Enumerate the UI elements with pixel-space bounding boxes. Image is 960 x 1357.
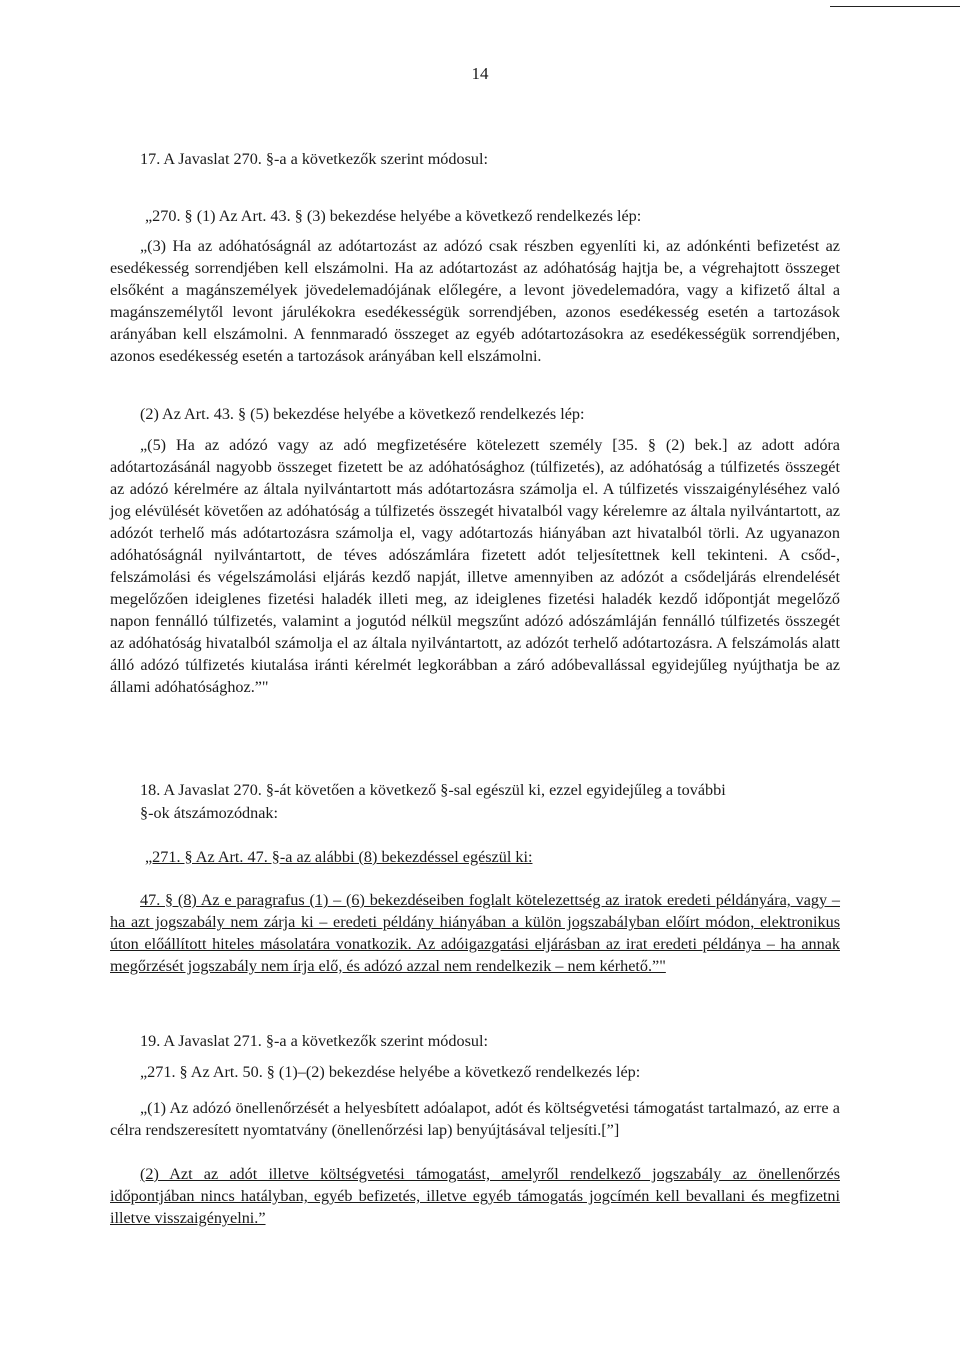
item-19-paragraph-1: „(1) Az adózó önellenőrzését a helyesbített adóalapot, adót és költségvetési támogatást tartalmazó, az erre a célra rendszeresített nyomtatvány (önellenőrzési lap) benyújtásával teljesíti.[”] <box>110 1099 840 1139</box>
item-18-line-1: „271. § Az Art. 47. §-a az alábbi (8) bekezdéssel egészül ki: <box>145 848 533 866</box>
item-17-paragraph-1: „(3) Ha az adóhatóságnál az adótartozást az adózó csak részben egyenlíti ki, az adónkénti befizetést az esedékesség sorrendjében kell elszámolni. Ha az adótartozást az adóhatóság hajtja be, a végrehajtott összeget elsőként a magánszemélyek jövedelemadójának előlegére, a levont jövedelemadóra, vagy a kifizető által a magánszemélytől levont járulékokra esedékességük sorrendjében, azonos esedékesség esetén a tartozások arányában kell elszámolni. A fennmaradó összeget az egyéb adótartozásokra az esedékességük sorrendjében, azonos esedékesség esetén a tartozások arányában kell elszámolni. <box>110 237 840 365</box>
top-rule <box>830 6 960 7</box>
item-18-heading-line-2: §-ok átszámozódnak: <box>140 804 278 822</box>
item-17-heading: 17. A Javaslat 270. §-a a következők szerint módosul: <box>140 150 488 168</box>
item-19-heading: 19. A Javaslat 271. §-a a következők szerint módosul: <box>140 1032 488 1050</box>
item-18-heading-line-1: 18. A Javaslat 270. §-át követően a következő §-sal egészül ki, ezzel egyidejűleg a további <box>140 781 726 799</box>
page-number: 14 <box>471 64 489 83</box>
item-18-paragraph-1: 47. § (8) Az e paragrafus (1) – (6) bekezdéseiben foglalt kötelezettség az iratok eredeti példányára, vagy – ha azt jogszabály nem zárja ki – eredeti példány hiányában a külön jogszabályban előírt módon, elektronikus úton előállított hiteles másolatára vonatkozik. Az adóigazgatási eljárásban az irat eredeti példánya – ha annak megőrzését jogszabály nem írja elő, és adózó azzal nem rendelkezik – nem kérhető.”" <box>110 891 840 975</box>
item-19-paragraph-2: (2) Azt az adót illetve költségvetési támogatást, amelyről rendelkező jogszabály az önellenőrzés időpontjában nincs hatályban, egyéb befizetés, illetve egyéb támogatás jogcímén kell bevallani és megfizetni illetve visszaigényelni.” <box>110 1165 840 1227</box>
item-17-paragraph-2: „(5) Ha az adózó vagy az adó megfizetésére kötelezett személy [35. § (2) bek.] az adott adóra adótartozásánál nagyobb összeget fizetett be az adóhatósághoz (túlfizetés), az adóhatóság a túlfizetés összegét az adózó kérelmére az általa nyilvántartott más adótartozásra számolja el. A túlfizetés visszaigényléséhez való jog elévülését követően az adóhatóság a túlfizetés összegét hivatalból vagy kérelemre az általa nyilvántartott, az adózót terhelő más adótartozásra számolja el, vagy adótartozás hiányában azt hivatalból törli. Az ugyanazon adóhatóságnál nyilvántartott, de téves adószámlára fizetett adót teljesítettnek kell tekinteni. A csőd-, felszámolási és végelszámolási eljárás kezdő napját, illetve amennyiben az adózót a csődeljárás elrendelését megelőzően ideiglenes fizetési haladék illeti meg, az ideiglenes fizetési haladék kezdő időpontját megelőző napon fennálló túlfizetés, valamint a jogutód nélkül megszűnt adózó adószámláján fennálló túlfizetés összegét az adóhatóság hivatalból számolja el az általa nyilvántartott, az adózót terhelő adótartozásra. A felszámolás alatt álló adózó túlfizetés kiutalása iránti kérelmét legkorábban a záró adóbevallással egyidejűleg nyújthatja be az állami adóhatósághoz.”" <box>110 436 840 696</box>
item-17-line-1: „270. § (1) Az Art. 43. § (3) bekezdése helyébe a következő rendelkezés lép: <box>145 207 642 225</box>
item-19-line-1: „271. § Az Art. 50. § (1)–(2) bekezdése helyébe a következő rendelkezés lép: <box>140 1063 641 1081</box>
item-17-line-2: (2) Az Art. 43. § (5) bekezdése helyébe a következő rendelkezés lép: <box>140 405 585 423</box>
